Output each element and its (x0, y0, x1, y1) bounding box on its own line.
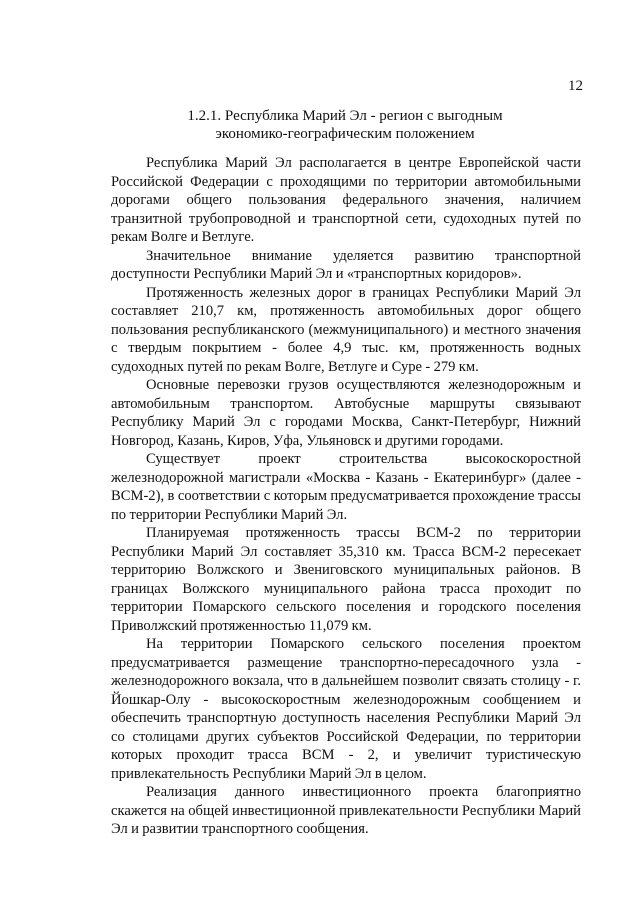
section-heading-line-2: экономико-географическим положением (215, 126, 475, 142)
paragraph: Существует проект строительства высокоскоростной железнодорожной магистрали «Москва - Казань - Екатеринбург» (далее - ВСМ-2), в соответствии с которым предусматривается прохождение трассы по территории Республики Марий Эл. (111, 451, 581, 523)
section-heading (110, 107, 580, 143)
paragraph: Реализация данного инвестиционного проекта благоприятно скажется на общей инвестиционной привлекательности Республики Марий Эл и развитии транспортного сообщения. (111, 784, 581, 837)
paragraph: Протяженность железных дорог в границах Республики Марий Эл составляет 210,7 км, протяженность автомобильных дорог общего пользования республиканского (межмуниципального) и местного значения с твердым покрытием - более 4,9 тыс. км, протяженность водных судоходных путей по рекам Волге, Ветлуге и Суре - 279 км. (111, 284, 581, 375)
paragraph: На территории Помарского сельского поселения проектом предусматривается размещение транспортно-пересадочного узла - железнодорожного вокзала, что в дальнейшем позволит связать столицу - г. Йошкар-Олу - высокоскоростным железнодорожным сообщением и обеспечить транспортную доступность населения Республики Марий Эл со столицами других субъектов Российской Федерации, по территории которых проходит трасса ВСМ - 2, и увеличит туристическую привлекательность Республики Марий Эл в целом. (111, 636, 581, 782)
page-number: 12 (568, 78, 583, 94)
section-heading-line-1: 1.2.1. Республика Марий Эл - регион с выгодным (187, 108, 503, 124)
paragraph: Значительное внимание уделяется развитию транспортной доступности Республики Марий Эл и «транспортных коридоров». (111, 247, 581, 282)
paragraph: Республика Марий Эл располагается в центре Европейской части Российской Федерации с проходящими по территории автомобильными дорогами общего пользования федерального значения, наличием транзитной трубопроводной и транспортной сети, судоходных путей по рекам Волге и Ветлуге. (111, 155, 581, 245)
paragraph: Планируемая протяженность трассы ВСМ-2 по территории Республики Марий Эл составляет 35,310 км. Трасса ВСМ-2 пересекает территорию Волжского и Звениговского муниципальных районов. В границах Волжского муниципального района трасса проходит по территории Помарского сельского поселения и городского поселения Приволжский протяженностью 11,079 км. (111, 525, 581, 634)
body-text (111, 154, 581, 839)
paragraph: Основные перевозки грузов осуществляются железнодорожным и автомобильным транспортом. Автобусные маршруты связывают Республику Марий Эл с городами Москва, Санкт-Петербург, Нижний Новгород, Казань, Киров, Уфа, Ульяновск и другими городами. (111, 377, 581, 449)
